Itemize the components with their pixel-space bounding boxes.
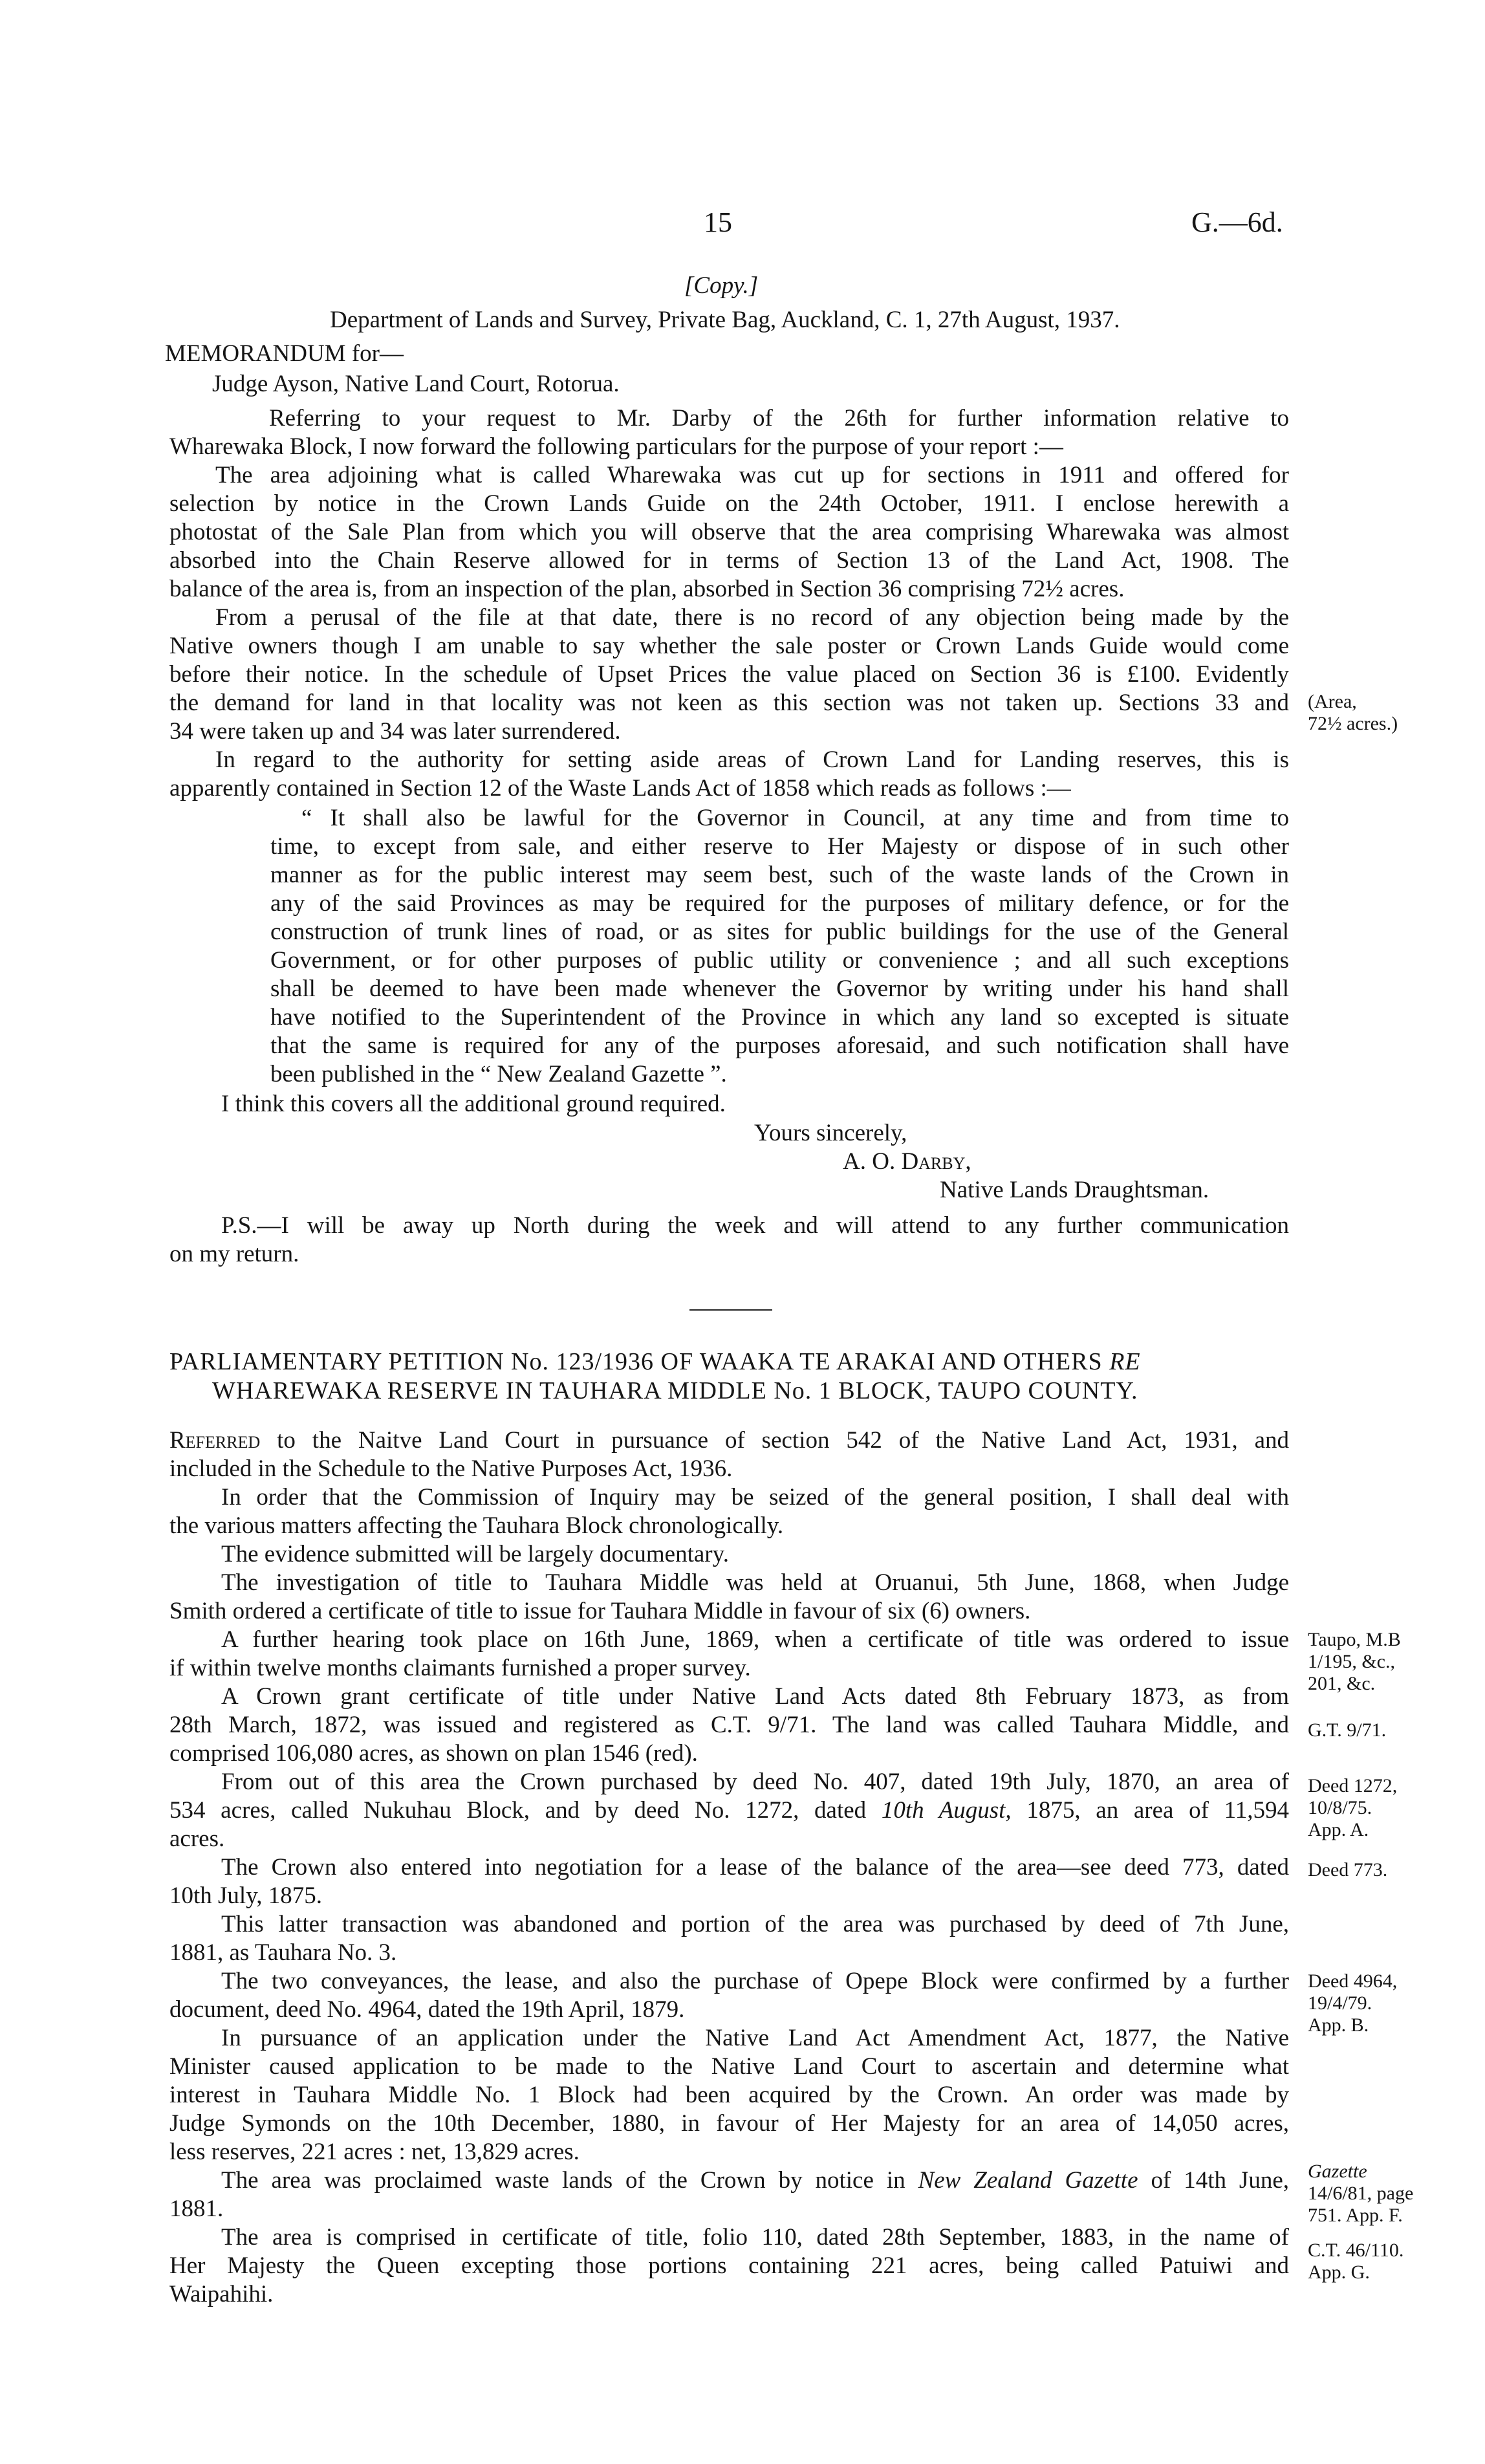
petition-commission-line: the various matters affecting the Tauhara Block chronologically. [169,1512,784,1539]
memo-para-2-line: photostat of the Sale Plan from which you will observe that the area comprising Wharewaka was almost [169,519,1289,545]
petition-proclaimed-line: The area was proclaimed waste lands of the Crown by notice in New Zealand Gazette of 14th June, [221,2167,1289,2194]
petition-grant-line: A Crown grant certificate of title under Native Land Acts dated 8th February 1873, as from [221,1683,1289,1710]
memo-heading: MEMORANDUM for— [165,340,404,367]
page-number: 15 [704,206,732,238]
memo-para-4-line: apparently contained in Section 12 of the Waste Lands Act of 1858 which reads as follows :— [169,775,1071,801]
petition-pursuance-line: Minister caused application to be made to the Native Land Court to ascertain and determine what [169,2053,1289,2080]
petition-conveyances-line: document, deed No. 4964, dated the 19th April, 1879. [169,1996,685,2023]
memo-para-2-line: absorbed into the Chain Reserve allowed for in terms of Section 13 of the Land Act, 1908. The [169,547,1289,574]
memo-valediction: Yours sincerely, [754,1120,907,1146]
margin-note-gazette: 14/6/81, page [1308,2183,1414,2204]
margin-note-area: (Area, [1308,691,1357,712]
statute-quote-line: Government, or for other purposes of public utility or convenience ; and all such exceptions [270,947,1289,974]
margin-note-gazette: Gazette [1308,2161,1367,2182]
statute-quote-line: manner as for the public interest may seem best, such of the waste lands of the Crown in [270,862,1289,888]
statute-quote-line: have notified to the Superintendent of the Province in which any land so excepted is situate [270,1004,1289,1030]
petition-evidence: The evidence submitted will be largely documentary. [221,1541,729,1567]
petition-title-line-1: PARLIAMENTARY PETITION No. 123/1936 OF WAAKA TE ARAKAI AND OTHERS RE [169,1348,1141,1375]
margin-note-ct: C.T. 46/110. [1308,2240,1404,2261]
petition-hearing-line: A further hearing took place on 16th June, 1869, when a certificate of title was ordered to issue [221,1626,1289,1653]
memo-closing: I think this covers all the additional ground required. [221,1091,726,1117]
margin-note-taupo: 201, &c. [1308,1673,1376,1694]
margin-note-deed-4964: 19/4/79. [1308,1992,1372,2014]
petition-referral-line: included in the Schedule to the Native Purposes Act, 1936. [169,1456,733,1482]
memo-signatory-title: Native Lands Draughtsman. [940,1177,1209,1203]
petition-lease-line: 10th July, 1875. [169,1882,323,1909]
petition-pursuance-line: Judge Symonds on the 10th December, 1880, in favour of Her Majesty for an area of 14,050 acres, [169,2110,1289,2137]
statute-quote-line: that the same is required for any of the purposes aforesaid, and such notification shall have [270,1032,1289,1059]
petition-pursuance-line: interest in Tauhara Middle No. 1 Block had been acquired by the Crown. An order was made by [169,2082,1289,2108]
petition-certificate-line: The area is comprised in certificate of title, folio 110, dated 28th September, 1883, in the name of [221,2224,1289,2251]
margin-note-deed-1272: App. A. [1308,1819,1369,1840]
memo-postscript-line: P.S.—I will be away up North during the week and will attend to any further communication [221,1212,1289,1239]
petition-referral-line: Referred to the Naitve Land Court in pursuance of section 542 of the Native Land Act, 1931, and [169,1427,1289,1454]
petition-conveyances-line: The two conveyances, the lease, and also the purchase of Opepe Block were confirmed by a further [221,1968,1289,1994]
statute-quote-line: been published in the “ New Zealand Gazette ”. [270,1061,727,1087]
section-divider [689,1309,772,1311]
margin-note-ct: App. G. [1308,2262,1370,2283]
margin-note-area: 72½ acres.) [1308,713,1398,734]
document-reference: G.—6d. [1191,206,1283,238]
petition-title-line-2: WHAREWAKA RESERVE IN TAUHARA MIDDLE No. 1 BLOCK, TAUPO COUNTY. [212,1377,1138,1404]
petition-purchase-line: 534 acres, called Nukuhau Block, and by deed No. 1272, dated 10th August, 1875, an area of 11,594 [169,1797,1289,1824]
petition-proclaimed-line: 1881. [169,2196,224,2222]
memo-para-1-line: Referring to your request to Mr. Darby of the 26th for further information relative to [269,405,1289,431]
margin-note-taupo: 1/195, &c., [1308,1651,1395,1672]
petition-certificate-line: Her Majesty the Queen excepting those portions containing 221 acres, being called Patuiwi and [169,2252,1289,2279]
memo-para-3-line: Native owners though I am unable to say whether the sale poster or Crown Lands Guide would come [169,633,1289,659]
petition-commission-line: In order that the Commission of Inquiry may be seized of the general position, I shall deal with [221,1484,1289,1510]
margin-note-deed-773: Deed 773. [1308,1859,1388,1881]
memo-signature: A. O. Darby, [843,1148,971,1175]
margin-note-deed-4964: Deed 4964, [1308,1970,1398,1992]
statute-quote-line: shall be deemed to have been made whenever the Governor by writing under his hand shall [270,976,1289,1002]
memo-para-3-line: 34 were taken up and 34 was later surrendered. [169,718,621,745]
memo-address: Department of Lands and Survey, Private Bag, Auckland, C. 1, 27th August, 1937. [330,307,1120,333]
memo-para-4-line: In regard to the authority for setting aside areas of Crown Land for Landing reserves, this is [215,747,1289,773]
petition-abandoned-line: 1881, as Tauhara No. 3. [169,1939,397,1966]
statute-quote-line: construction of trunk lines of road, or as sites for public buildings for the use of the General [270,919,1289,945]
margin-note-deed-4964: App. B. [1308,2014,1369,2036]
petition-pursuance-line: less reserves, 221 acres : net, 13,829 acres. [169,2139,580,2165]
petition-grant-line: 28th March, 1872, was issued and registered as C.T. 9/71. The land was called Tauhara Middle, and [169,1712,1289,1738]
memo-para-1-line: Wharewaka Block, I now forward the following particulars for the purpose of your report :— [169,433,1063,460]
memo-para-2-line: The area adjoining what is called Wharewaka was cut up for sections in 1911 and offered for [215,462,1289,488]
petition-grant-line: comprised 106,080 acres, as shown on plan 1546 (red). [169,1740,698,1767]
memo-para-3-line: From a perusal of the file at that date, there is no record of any objection being made by the [215,604,1289,631]
statute-quote-line: time, to except from sale, and either reserve to Her Majesty or dispose of in such other [270,833,1289,860]
petition-investigation-line: Smith ordered a certificate of title to issue for Tauhara Middle in favour of six (6) owners. [169,1598,1031,1624]
memo-postscript-line: on my return. [169,1241,299,1267]
margin-note-deed-1272: 10/8/75. [1308,1797,1372,1818]
petition-hearing-line: if within twelve months claimants furnished a proper survey. [169,1655,751,1681]
memo-para-3-line: the demand for land in that locality was not keen as this section was not taken up. Sections 33 and [169,690,1289,716]
statute-quote-line: “ It shall also be lawful for the Governor in Council, at any time and from time to [301,805,1289,831]
petition-abandoned-line: This latter transaction was abandoned and portion of the area was purchased by deed of 7th June, [221,1911,1289,1937]
margin-note-deed-1272: Deed 1272, [1308,1775,1398,1796]
memo-para-3-line: before their notice. In the schedule of Upset Prices the value placed on Section 36 is £100. Evidently [169,661,1289,688]
petition-purchase-line: From out of this area the Crown purchased by deed No. 407, dated 19th July, 1870, an area of [221,1769,1289,1795]
margin-note-gt: G.T. 9/71. [1308,1719,1387,1741]
memo-para-2-line: balance of the area is, from an inspection of the plan, absorbed in Section 36 comprising 72½ acres. [169,576,1125,602]
petition-purchase-line: acres. [169,1826,225,1852]
petition-investigation-line: The investigation of title to Tauhara Middle was held at Oruanui, 5th June, 1868, when Judge [221,1569,1289,1596]
petition-pursuance-line: In pursuance of an application under the Native Land Act Amendment Act, 1877, the Native [221,2025,1289,2051]
petition-lease-line: The Crown also entered into negotiation for a lease of the balance of the area—see deed 773, dated [221,1854,1289,1881]
petition-certificate-line: Waipahihi. [169,2281,274,2307]
memo-para-2-line: selection by notice in the Crown Lands Guide on the 24th October, 1911. I enclose herewith a [169,490,1289,517]
memo-recipient: Judge Ayson, Native Land Court, Rotorua. [212,371,620,397]
statute-quote-line: any of the said Provinces as may be required for the purposes of military defence, or for the [270,890,1289,917]
margin-note-taupo: Taupo, M.B [1308,1629,1401,1650]
margin-note-gazette: 751. App. F. [1308,2205,1403,2226]
copy-label: [Copy.] [684,272,759,299]
